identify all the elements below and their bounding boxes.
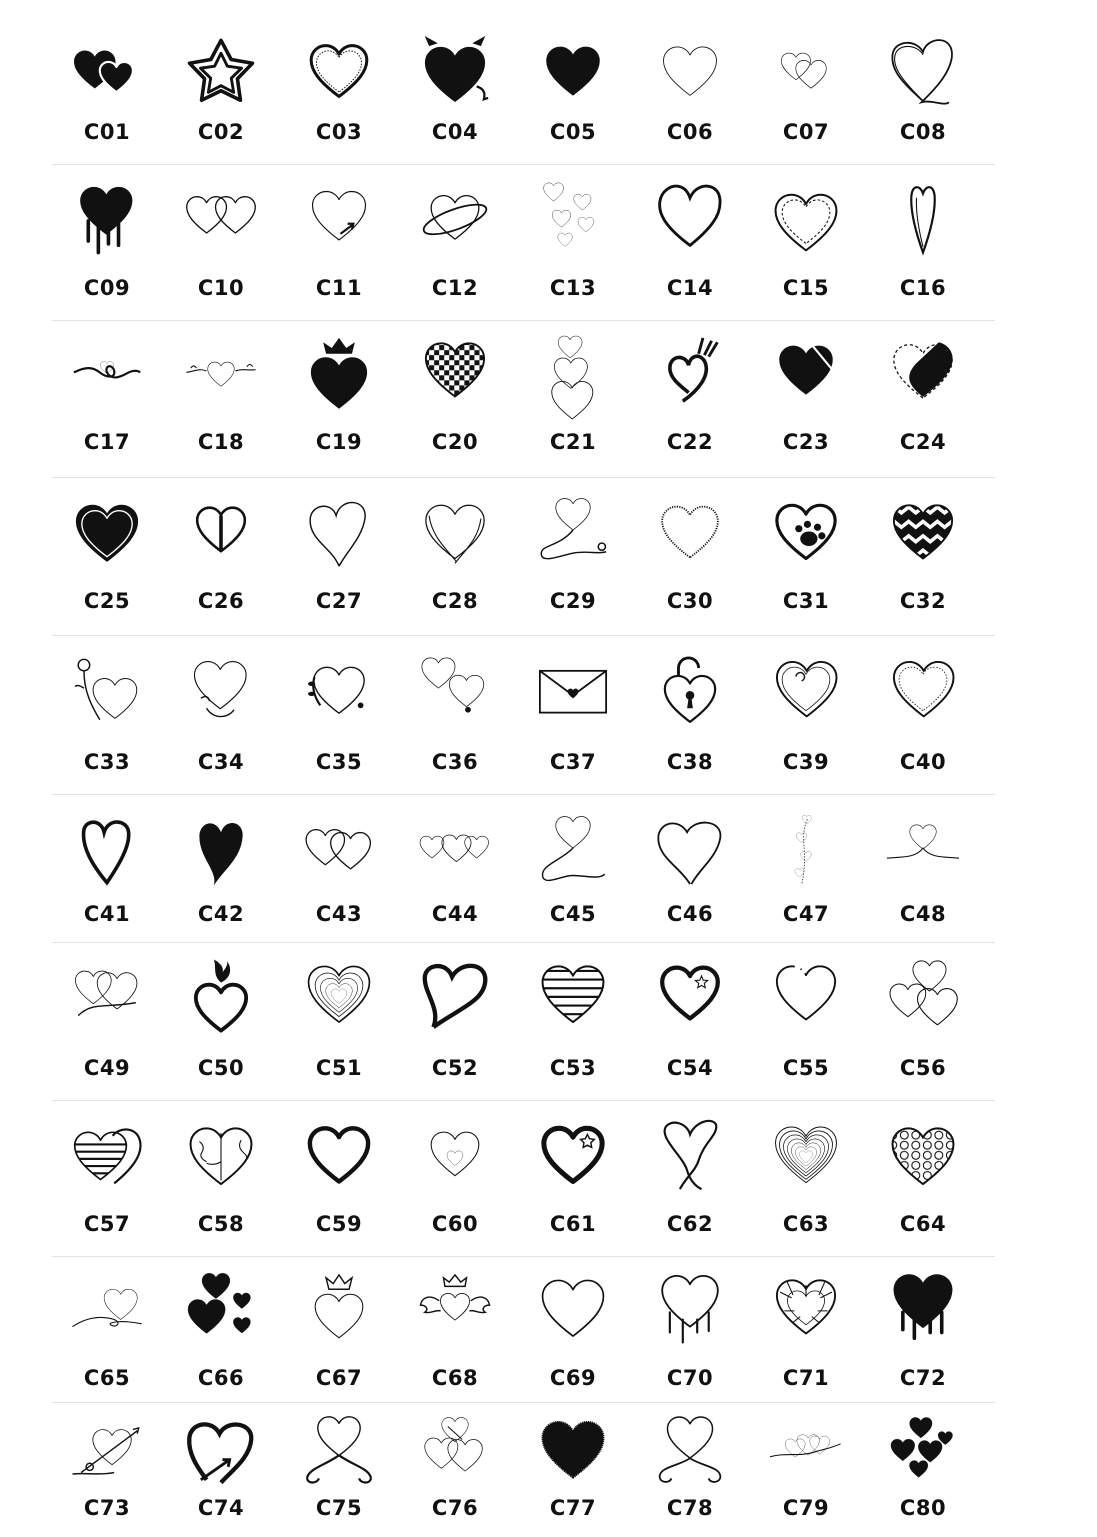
heart-design-item bbox=[630, 36, 750, 146]
flaming-heart-icon bbox=[185, 958, 257, 1030]
design-code-label: C31 bbox=[782, 589, 830, 613]
design-code-label: C50 bbox=[197, 1056, 245, 1080]
winged-crown-heart-icon bbox=[419, 1272, 491, 1344]
thin-outline-heart-icon bbox=[654, 36, 726, 108]
half-dashed-heart-icon bbox=[887, 335, 959, 407]
heart-design-item bbox=[863, 182, 983, 300]
scalloped-heart-icon bbox=[654, 497, 726, 569]
checkered-heart-icon bbox=[419, 335, 491, 407]
design-code-label: C43 bbox=[315, 902, 363, 926]
swirl-outline-heart-icon bbox=[770, 655, 842, 727]
heart-design-item bbox=[746, 958, 866, 1080]
heart-design-item bbox=[395, 1120, 515, 1236]
design-code-label: C40 bbox=[899, 750, 947, 774]
heart-design-item bbox=[746, 655, 866, 774]
design-code-label: C79 bbox=[782, 1496, 830, 1520]
heart-design-item bbox=[395, 815, 515, 925]
crossed-tail-heart-icon bbox=[654, 1120, 726, 1192]
design-code-label: C02 bbox=[197, 120, 245, 144]
love-envelope-icon bbox=[537, 655, 609, 727]
heart-design-item bbox=[746, 1120, 866, 1236]
signature-heart-icon bbox=[71, 1272, 143, 1344]
rough-black-heart-icon bbox=[537, 1415, 609, 1487]
design-code-label: C69 bbox=[549, 1366, 597, 1390]
design-code-label: C12 bbox=[431, 276, 479, 300]
design-code-label: C37 bbox=[549, 750, 597, 774]
design-code-label: C67 bbox=[315, 1366, 363, 1390]
heart-design-item bbox=[279, 497, 399, 613]
heart-design-item bbox=[746, 335, 866, 454]
split-heart-icon bbox=[185, 497, 257, 569]
heart-design-item bbox=[746, 1272, 866, 1390]
heart-design-item bbox=[630, 815, 750, 925]
row-divider bbox=[52, 942, 995, 943]
laurel-heart-icon bbox=[303, 655, 375, 727]
heart-design-item bbox=[863, 958, 983, 1080]
design-code-label: C17 bbox=[83, 430, 131, 454]
design-code-label: C07 bbox=[782, 120, 830, 144]
sketch-loop-heart-icon bbox=[887, 36, 959, 108]
heart-swirl-line-icon bbox=[185, 335, 257, 407]
heart-design-item bbox=[395, 497, 515, 613]
design-code-label: C01 bbox=[83, 120, 131, 144]
design-code-label: C70 bbox=[666, 1366, 714, 1390]
design-code-label: C19 bbox=[315, 430, 363, 454]
design-code-label: C39 bbox=[782, 750, 830, 774]
thick-outline-heart-icon bbox=[303, 1120, 375, 1192]
design-code-label: C13 bbox=[549, 276, 597, 300]
design-code-label: C34 bbox=[197, 750, 245, 774]
design-code-label: C05 bbox=[549, 120, 597, 144]
chevron-heart-icon bbox=[887, 497, 959, 569]
layered-star-outline-icon bbox=[185, 36, 257, 108]
design-code-label: C29 bbox=[549, 589, 597, 613]
design-code-label: C38 bbox=[666, 750, 714, 774]
design-code-label: C57 bbox=[83, 1212, 131, 1236]
puzzle-heart-icon bbox=[185, 1120, 257, 1192]
heart-design-item bbox=[395, 1415, 515, 1525]
heart-design-item bbox=[863, 36, 983, 146]
design-code-label: C32 bbox=[899, 589, 947, 613]
solid-heart-icon bbox=[537, 36, 609, 108]
heart-design-item bbox=[279, 335, 399, 454]
design-code-label: C78 bbox=[666, 1496, 714, 1520]
heart-design-item bbox=[47, 36, 167, 146]
design-code-label: C04 bbox=[431, 120, 479, 144]
mosaic-heart-icon bbox=[887, 1120, 959, 1192]
overlap-hearts-icon bbox=[303, 815, 375, 887]
row-divider bbox=[52, 1100, 995, 1101]
design-code-label: C23 bbox=[782, 430, 830, 454]
design-code-label: C73 bbox=[83, 1496, 131, 1520]
row-divider bbox=[52, 320, 995, 321]
design-code-label: C16 bbox=[899, 276, 947, 300]
design-code-label: C26 bbox=[197, 589, 245, 613]
heart-design-item bbox=[630, 1120, 750, 1236]
heart-design-item bbox=[630, 655, 750, 774]
row-divider bbox=[52, 635, 995, 636]
devil-heart-icon bbox=[419, 36, 491, 108]
design-code-label: C76 bbox=[431, 1496, 479, 1520]
heart-design-item bbox=[513, 1120, 633, 1236]
design-code-label: C55 bbox=[782, 1056, 830, 1080]
heart-design-item bbox=[161, 1120, 281, 1236]
heart-design-item bbox=[47, 958, 167, 1080]
heart-design-item bbox=[161, 655, 281, 774]
dotted-double-heart-icon bbox=[887, 655, 959, 727]
heart-design-item bbox=[279, 655, 399, 774]
design-code-label: C68 bbox=[431, 1366, 479, 1390]
four-black-hearts-icon bbox=[185, 1272, 257, 1344]
design-code-label: C45 bbox=[549, 902, 597, 926]
ringed-heart-icon bbox=[419, 182, 491, 254]
three-hearts-row-icon bbox=[419, 815, 491, 887]
design-code-label: C36 bbox=[431, 750, 479, 774]
design-code-label: C10 bbox=[197, 276, 245, 300]
row-divider bbox=[52, 477, 995, 478]
loop-line-heart-icon bbox=[185, 655, 257, 727]
row-divider bbox=[52, 794, 995, 795]
heart-design-item bbox=[161, 1415, 281, 1525]
heart-design-item bbox=[47, 182, 167, 300]
heart-design-item bbox=[161, 815, 281, 925]
nested-small-heart-icon bbox=[419, 1120, 491, 1192]
heart-design-item bbox=[746, 182, 866, 300]
row-divider bbox=[52, 164, 995, 165]
design-code-label: C63 bbox=[782, 1212, 830, 1236]
design-code-label: C20 bbox=[431, 430, 479, 454]
heart-design-item bbox=[279, 1272, 399, 1390]
design-code-label: C22 bbox=[666, 430, 714, 454]
heart-design-item bbox=[161, 335, 281, 454]
design-code-label: C46 bbox=[666, 902, 714, 926]
brush-stroke-heart-icon bbox=[419, 958, 491, 1030]
folded-heart-icon bbox=[770, 335, 842, 407]
heart-design-item bbox=[279, 815, 399, 925]
small-black-hearts-icon bbox=[887, 1415, 959, 1487]
teardrop-heart-icon bbox=[185, 815, 257, 887]
heart-design-item bbox=[279, 1120, 399, 1236]
heart-design-item bbox=[161, 182, 281, 300]
arrow-flower-heart-icon bbox=[71, 1415, 143, 1487]
heart-design-item bbox=[630, 497, 750, 613]
design-code-label: C30 bbox=[666, 589, 714, 613]
double-line-heart-icon bbox=[419, 497, 491, 569]
heart-design-item bbox=[630, 335, 750, 454]
design-code-label: C27 bbox=[315, 589, 363, 613]
double-outline-heart-icon bbox=[303, 36, 375, 108]
row-divider bbox=[52, 1402, 995, 1403]
heart-design-item bbox=[513, 655, 633, 774]
heart-design-item bbox=[513, 815, 633, 925]
heart-design-item bbox=[863, 1272, 983, 1390]
design-code-label: C06 bbox=[666, 120, 714, 144]
scattered-hearts-icon bbox=[537, 182, 609, 254]
curl-heart-icon bbox=[303, 1415, 375, 1487]
stitched-heart-icon bbox=[770, 182, 842, 254]
heart-design-item bbox=[279, 36, 399, 146]
heart-design-item bbox=[513, 36, 633, 146]
heart-design-item bbox=[513, 958, 633, 1080]
heart-design-item bbox=[630, 1415, 750, 1525]
design-code-label: C11 bbox=[315, 276, 363, 300]
design-code-label: C35 bbox=[315, 750, 363, 774]
design-code-label: C64 bbox=[899, 1212, 947, 1236]
double-filled-heart-icon bbox=[71, 36, 143, 108]
crown-swirl-heart-icon bbox=[654, 335, 726, 407]
striped-heart-icon bbox=[537, 958, 609, 1030]
heart-design-item bbox=[47, 815, 167, 925]
open-line-heart-icon bbox=[654, 815, 726, 887]
dripping-heart-icon bbox=[71, 182, 143, 254]
heart-design-item bbox=[161, 1272, 281, 1390]
heart-design-item bbox=[47, 655, 167, 774]
heart-design-item bbox=[279, 958, 399, 1080]
heartbeat-line-icon bbox=[887, 815, 959, 887]
plain-outline-heart-icon bbox=[537, 1272, 609, 1344]
heart-design-item bbox=[47, 497, 167, 613]
design-code-label: C14 bbox=[666, 276, 714, 300]
broken-line-heart-icon bbox=[770, 958, 842, 1030]
design-code-label: C53 bbox=[549, 1056, 597, 1080]
design-code-label: C47 bbox=[782, 902, 830, 926]
tall-narrow-heart-icon bbox=[887, 182, 959, 254]
heart-design-item bbox=[863, 1415, 983, 1525]
design-code-label: C25 bbox=[83, 589, 131, 613]
design-code-label: C77 bbox=[549, 1496, 597, 1520]
heart-design-item bbox=[161, 36, 281, 146]
heart-design-item bbox=[395, 335, 515, 454]
looping-heart-icon bbox=[537, 815, 609, 887]
heart-design-item bbox=[863, 1120, 983, 1236]
heart-design-item bbox=[746, 1415, 866, 1525]
dripping-black-heart-icon bbox=[887, 1272, 959, 1344]
design-code-label: C66 bbox=[197, 1366, 245, 1390]
heart-design-item bbox=[161, 497, 281, 613]
design-code-label: C58 bbox=[197, 1212, 245, 1236]
design-code-label: C51 bbox=[315, 1056, 363, 1080]
heart-design-item bbox=[630, 182, 750, 300]
heart-design-item bbox=[47, 1120, 167, 1236]
row-divider bbox=[52, 1256, 995, 1257]
design-code-label: C48 bbox=[899, 902, 947, 926]
heart-design-item bbox=[395, 182, 515, 300]
design-code-label: C41 bbox=[83, 902, 131, 926]
heart-design-item bbox=[395, 1272, 515, 1390]
stacked-hearts-icon bbox=[537, 335, 609, 407]
heart-design-item bbox=[161, 958, 281, 1080]
heart-design-item bbox=[279, 1415, 399, 1525]
star-heart-icon bbox=[654, 958, 726, 1030]
stained-glass-heart-icon bbox=[770, 1272, 842, 1344]
heart-design-item bbox=[47, 1272, 167, 1390]
heart-design-item bbox=[47, 335, 167, 454]
design-code-label: C09 bbox=[83, 276, 131, 300]
heart-line-loop-icon bbox=[537, 497, 609, 569]
chain-hearts-icon bbox=[770, 1415, 842, 1487]
design-code-label: C42 bbox=[197, 902, 245, 926]
design-code-label: C75 bbox=[315, 1496, 363, 1520]
arrow-through-heart-icon bbox=[185, 1415, 257, 1487]
design-code-label: C52 bbox=[431, 1056, 479, 1080]
paw-print-heart-icon bbox=[770, 497, 842, 569]
design-code-label: C56 bbox=[899, 1056, 947, 1080]
line-drawn-heart-icon bbox=[303, 497, 375, 569]
heart-design-item bbox=[746, 815, 866, 925]
design-code-label: C18 bbox=[197, 430, 245, 454]
concentric-heart-icon bbox=[770, 1120, 842, 1192]
hanging-hearts-icon bbox=[770, 815, 842, 887]
crowned-heart-icon bbox=[303, 335, 375, 407]
heart-design-item bbox=[395, 958, 515, 1080]
star-bold-heart-icon bbox=[537, 1120, 609, 1192]
design-code-label: C72 bbox=[899, 1366, 947, 1390]
design-code-label: C80 bbox=[899, 1496, 947, 1520]
two-linked-hearts-icon bbox=[419, 655, 491, 727]
design-code-label: C60 bbox=[431, 1212, 479, 1236]
brush-heart-icon bbox=[71, 815, 143, 887]
design-code-label: C24 bbox=[899, 430, 947, 454]
heart-design-item bbox=[513, 335, 633, 454]
design-code-label: C65 bbox=[83, 1366, 131, 1390]
heart-design-item bbox=[746, 36, 866, 146]
heart-design-item bbox=[279, 182, 399, 300]
design-code-label: C54 bbox=[666, 1056, 714, 1080]
infinity-heart-icon bbox=[71, 335, 143, 407]
small-crown-heart-icon bbox=[303, 1272, 375, 1344]
heart-design-item bbox=[863, 815, 983, 925]
heart-design-item bbox=[863, 335, 983, 454]
melting-heart-icon bbox=[654, 1272, 726, 1344]
heart-design-item bbox=[863, 655, 983, 774]
striped-double-heart-icon bbox=[71, 1120, 143, 1192]
flower-heart-icon bbox=[71, 655, 143, 727]
heart-design-item bbox=[395, 655, 515, 774]
heart-design-item bbox=[630, 958, 750, 1080]
heart-design-item bbox=[746, 497, 866, 613]
heart-design-item bbox=[513, 1415, 633, 1525]
design-code-label: C28 bbox=[431, 589, 479, 613]
heart-design-item bbox=[395, 36, 515, 146]
design-code-label: C15 bbox=[782, 276, 830, 300]
ornate-curl-heart-icon bbox=[654, 1415, 726, 1487]
design-code-label: C62 bbox=[666, 1212, 714, 1236]
design-code-label: C71 bbox=[782, 1366, 830, 1390]
design-code-label: C61 bbox=[549, 1212, 597, 1236]
heart-design-item bbox=[47, 1415, 167, 1525]
bold-outline-heart-icon bbox=[71, 497, 143, 569]
tangled-hearts-icon bbox=[71, 958, 143, 1030]
hand-drawn-heart-icon bbox=[654, 182, 726, 254]
design-code-label: C49 bbox=[83, 1056, 131, 1080]
arrow-heart-icon bbox=[303, 182, 375, 254]
two-small-hearts-icon bbox=[770, 36, 842, 108]
heart-design-item bbox=[513, 182, 633, 300]
heart-design-item bbox=[630, 1272, 750, 1390]
design-code-label: C03 bbox=[315, 120, 363, 144]
bundle-hearts-icon bbox=[419, 1415, 491, 1487]
design-code-label: C08 bbox=[899, 120, 947, 144]
design-code-label: C59 bbox=[315, 1212, 363, 1236]
interlocked-hearts-icon bbox=[185, 182, 257, 254]
design-code-label: C21 bbox=[549, 430, 597, 454]
design-code-label: C33 bbox=[83, 750, 131, 774]
fingerprint-heart-icon bbox=[303, 958, 375, 1030]
heart-design-item bbox=[513, 497, 633, 613]
heart-design-item bbox=[863, 497, 983, 613]
heart-design-item bbox=[513, 1272, 633, 1390]
design-code-label: C74 bbox=[197, 1496, 245, 1520]
heart-cluster-icon bbox=[887, 958, 959, 1030]
design-code-label: C44 bbox=[431, 902, 479, 926]
heart-lock-icon bbox=[654, 655, 726, 727]
